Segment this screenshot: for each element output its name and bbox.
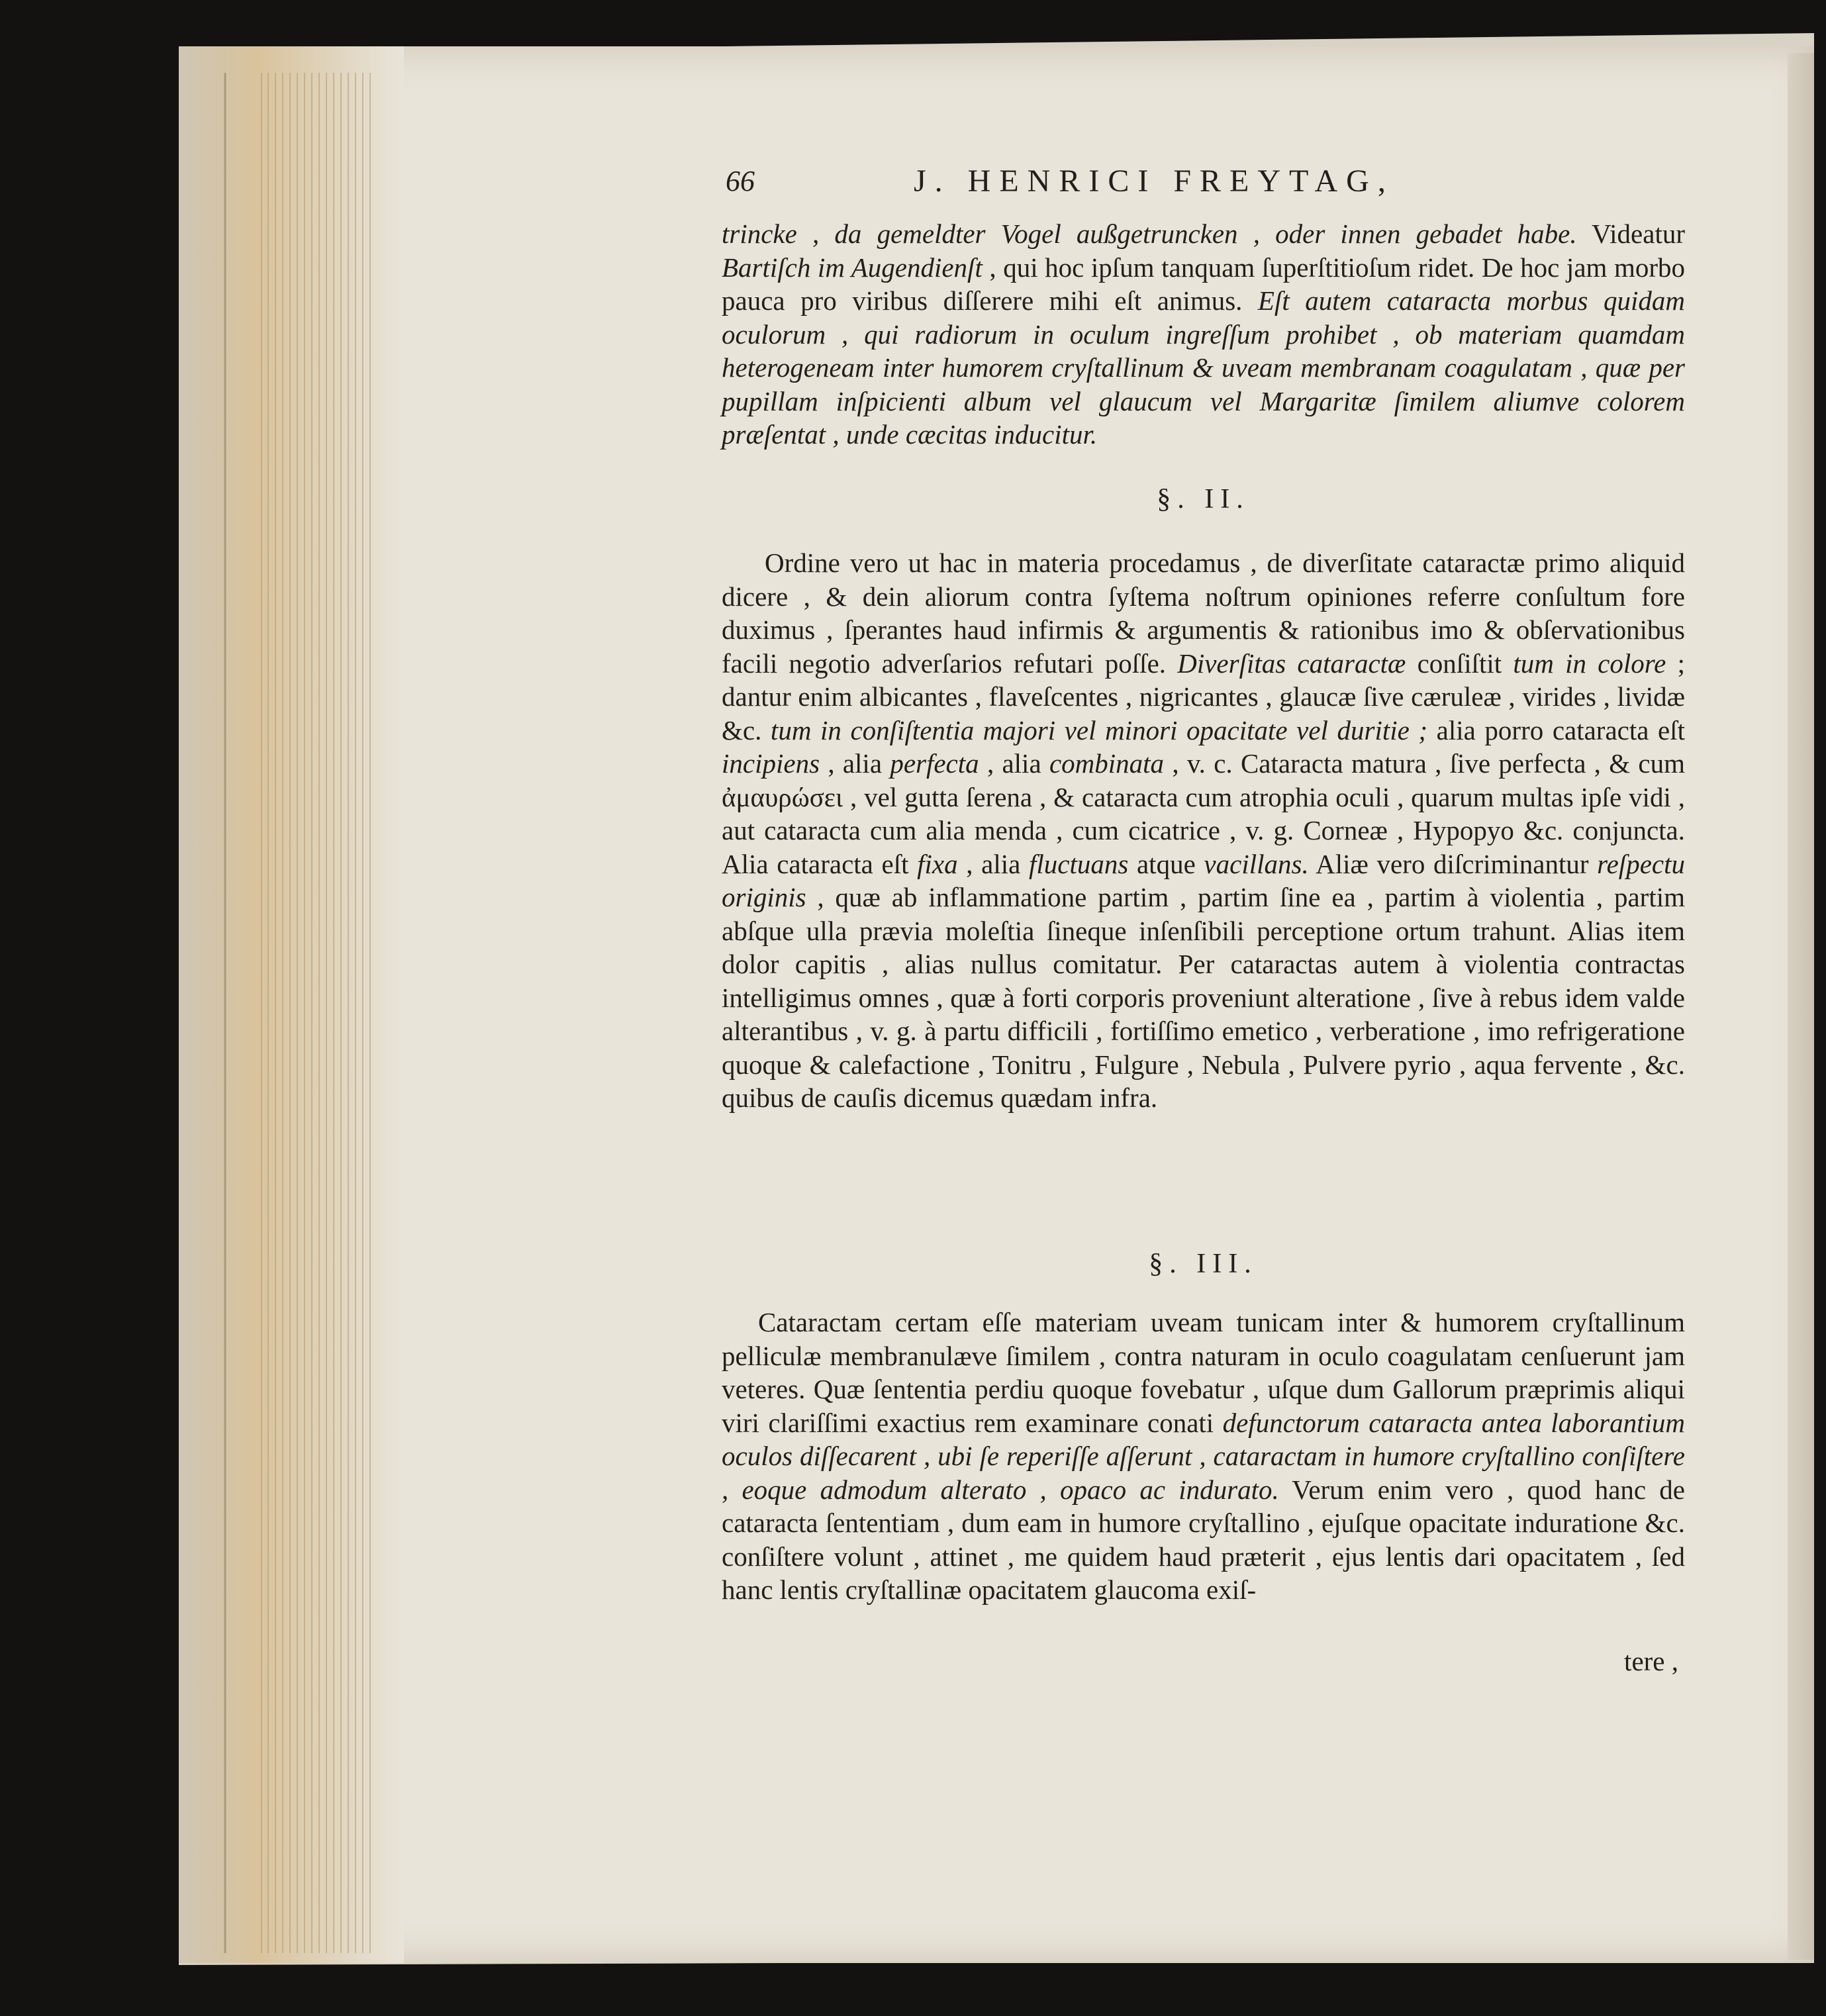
paragraph-3 bbox=[722, 1306, 1685, 1607]
text-span: , qui hoc ipſum tanquam ſuperſtitioſum ridet. De hoc jam morbo pauca pro viribus diſſerere mihi eſt animus. bbox=[722, 252, 1685, 316]
gutter-page-edges bbox=[179, 46, 404, 1963]
page-header bbox=[722, 159, 1685, 220]
text-span: alia porro cataracta eſt bbox=[1427, 714, 1685, 745]
page-number: 66 bbox=[726, 165, 755, 197]
text-span: , alia bbox=[957, 848, 1029, 879]
text-span: Eſt autem cataracta morbus quidam oculorum , qui radiorum in oculum ingreſſum prohibet , ob materiam quamdam heterogeneam inter humorem cryſtallinum & uveam membranam coagulatam , quæ per pupillam inſpicienti album vel glaucum vel Margaritæ ſimilem aliumve colorem præſentat , unde cæcitas inducitur. bbox=[722, 285, 1685, 450]
text-span: , quæ ab inflammatione partim , partim ſine ea , partim à violentia , partim abſque ulla prævia moleſtia ſineque inſenſibili perceptione ortum trahunt. Alias item dolor capitis , alias nullus comitatur. Per cataractas autem à violentia contractas intelligimus omnes , quæ à forti corporis proveniunt alteratione , ſive à rebus idem valde alterantibus , v. g. à partu difficili , fortiſſimo emetico , verberatione , imo refrigeratione quoque & calefactione , Tonitru , Fulgure , Nebula , Pulvere pyrio , aqua fervente , &c. quibus de cauſis dicemus quædam infra. bbox=[722, 882, 1685, 1113]
text-span: Ordine vero ut hac in materia procedamus , de diverſitate cataractæ primo aliquid dicere , & dein aliorum contra ſyſtema noſtrum opiniones referre conſultum fore duximus , ſperantes haud infirmis & argumentis & rationibus imo & obſervationibus facili negotio adverſarios refutari poſſe. bbox=[722, 548, 1685, 679]
text-span: Cataractam certam eſſe materiam uveam tunicam inter & humorem cryſtallinum pelliculæ membranulæve ſimilem , contra naturam in oculo coagulatam cenſuerunt jam veteres. Quæ ſententia perdiu quoque fovebatur , uſque dum Gallorum præprimis aliqui viri clariſſimi exactius rem examinare conati bbox=[722, 1307, 1685, 1438]
text-span: incipiens bbox=[722, 748, 820, 779]
catchword: tere , bbox=[1624, 1646, 1678, 1676]
text-span: fixa bbox=[917, 848, 958, 879]
section-heading-3: §. III. bbox=[1149, 1249, 1258, 1279]
text-span: Bartiſch im Augendienſt bbox=[722, 252, 983, 283]
text-span: Verum enim vero , quod hanc de cataracta ſententiam , dum eam in humore cryſtallino , ejuſque opacitate induratione &c. conſiſtere volunt , attinet , me quidem haud præterit , ejus lentis dari opacitatem , ſed hanc lentis cryſtallinæ opacitatem glaucoma exiſ- bbox=[722, 1474, 1685, 1605]
text-span: trincke , da gemeldter Vogel außgetruncken , oder innen gebadet habe. bbox=[722, 218, 1577, 249]
text-span: , alia bbox=[820, 748, 890, 779]
text-span: atque bbox=[1128, 848, 1204, 879]
right-page-edge bbox=[1788, 53, 1814, 1960]
text-span: Diverſitas cataractæ bbox=[1177, 648, 1406, 679]
text-span: tum in colore bbox=[1513, 648, 1666, 679]
paragraph-2 bbox=[722, 546, 1685, 1115]
text-span: defunctorum cataracta antea laborantium oculos diſſecarent , ubi ſe reperiſſe aſſerunt , cataractam in humore cryſtallino conſiſtere , eoque admodum alterato , opaco ac indurato. bbox=[722, 1407, 1686, 1505]
text-span: fluctuans bbox=[1029, 848, 1129, 879]
text-span: combinata bbox=[1049, 748, 1165, 779]
text-span: Videatur bbox=[1576, 218, 1685, 249]
paragraph-1 bbox=[722, 217, 1685, 452]
text-span: Aliæ vero diſcriminantur bbox=[1308, 848, 1598, 879]
text-span: ; dantur enim albicantes , flaveſcentes , nigricantes , glaucæ ſive cæruleæ , virides , lividæ &c. bbox=[722, 648, 1685, 745]
text-span: tum in conſiſtentia majori vel minori opacitate vel duritie ; bbox=[770, 714, 1428, 745]
section-heading-2: §. II. bbox=[1157, 484, 1250, 514]
text-span: reſpectu originis bbox=[722, 848, 1685, 912]
text-span: , v. c. Cataracta matura , ſive perfecta , & cum ἀμαυρώσει , vel gutta ſerena , & cataracta cum atrophia oculi , quarum multas ipſe vidi , aut cataracta cum alia menda , cum cicatrice , v. g. Corneæ , Hypopyo &c. conjuncta. Alia cataracta eſt bbox=[722, 748, 1685, 879]
text-span: , alia bbox=[979, 748, 1049, 779]
text-span: perfecta bbox=[890, 748, 979, 779]
running-head: J. HENRICI FREYTAG, bbox=[914, 164, 1394, 199]
text-span: conſiſtit bbox=[1406, 648, 1514, 679]
text-span: vacillans. bbox=[1204, 848, 1309, 879]
